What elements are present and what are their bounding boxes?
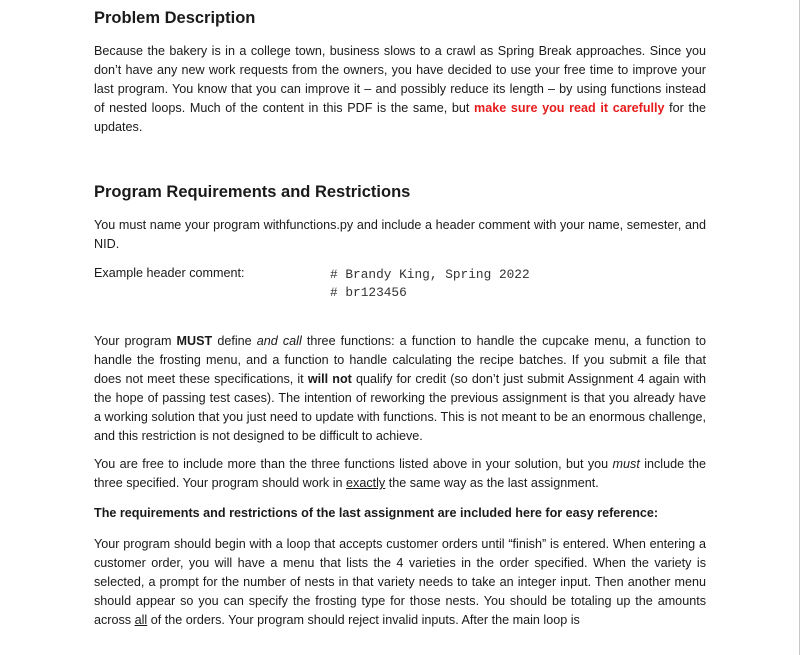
exactly-underline: exactly: [346, 476, 386, 490]
p3-text-c: the same way as the last assignment.: [385, 476, 599, 490]
p3-text-a: You are free to include more than the three functions listed above in your solution, but you: [94, 457, 613, 471]
loop-requirements-paragraph: [94, 535, 706, 630]
p2-text-d: qualify for credit (so don’t just submit Assignment 4 again with the hope of passing test cases). The intention of reworking the previous assignment is that you already have a working solution that you just need to update with functions. This is not meant to be an enormous challenge, and this restriction is not designed to be difficult to achieve.: [94, 372, 707, 443]
problem-description-paragraph: [94, 42, 706, 137]
will-not-emphasis: will not: [307, 372, 352, 386]
naming-paragraph: You must name your program withfunctions.py and include a header comment with your name, semester, and NID.: [94, 218, 706, 251]
additional-functions-paragraph: [94, 455, 706, 493]
and-call-emphasis: and call: [256, 334, 302, 348]
p5-text-a: Your program should begin with a loop that accepts customer orders until “finish” is entered. When entering a customer order, you will have a menu that lists the 4 varieties in the order specified. When the variety is selected, a prompt for the number of nests in that variety needs to take an integer input. Then another menu should appear so you can specify the frosting type for those nests. You should be totaling up the amounts across: [94, 537, 706, 627]
p2-text-c: three functions: a function to handle the cupcake menu, a function to handle the frosting menu, and a function to handle calculating the recipe batches. If you submit a file that does not meet these specifications, it: [94, 334, 707, 386]
read-carefully-highlight: make sure you read it carefully: [474, 101, 665, 115]
code-line-1: # Brandy King, Spring 2022: [330, 267, 530, 282]
code-line-2: # br123456: [330, 285, 407, 300]
problem-text-b: for the updates.: [94, 101, 707, 134]
p5-text-b: of the orders. Your program should reject invalid inputs. After the main loop is: [147, 613, 580, 627]
requirements-heading: Program Requirements and Restrictions: [94, 183, 411, 201]
p2-text-a: Your program: [94, 334, 177, 348]
problem-description-heading: Problem Description: [94, 9, 256, 27]
must-emphasis: MUST: [176, 334, 213, 348]
example-header-label: Example header comment:: [94, 266, 245, 280]
all-underline: all: [134, 613, 148, 627]
p2-text-b: define: [212, 334, 257, 348]
must-italic: must: [612, 457, 640, 471]
p3-text-b: include the three specified. Your program should work in: [94, 457, 706, 490]
functions-requirement-paragraph: [94, 332, 706, 446]
reference-note-paragraph: The requirements and restrictions of the last assignment are included here for easy reference:: [94, 506, 659, 520]
problem-text-a: Because the bakery is in a college town, business slows to a crawl as Spring Break approaches. Since you don’t have any new work requests from the owners, you have decided to use your free time to improve your last program. You know that you can improve it – and possibly reduce its length – by using functions instead of nested loops. Much of the content in this PDF is the same, but: [94, 44, 706, 115]
